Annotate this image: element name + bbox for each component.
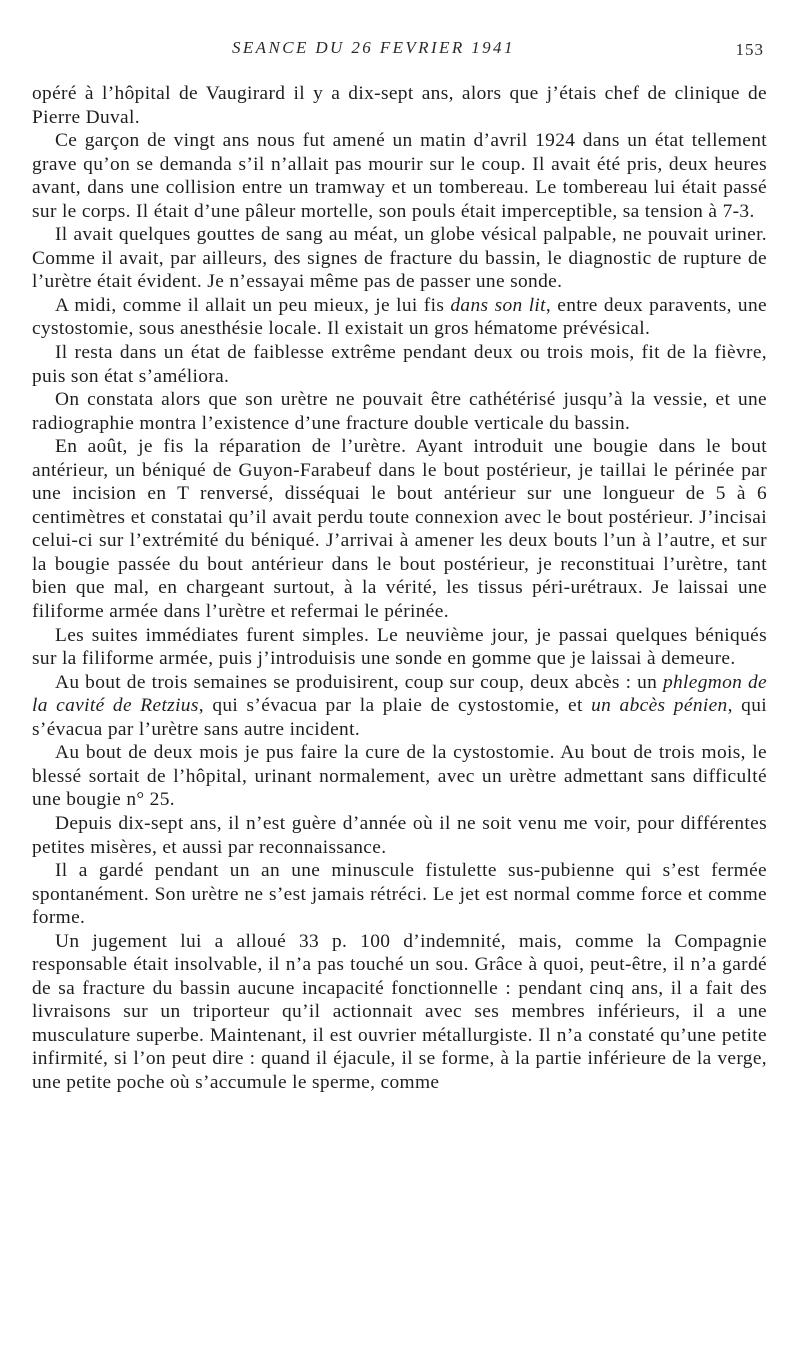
italic-phrase: un abcès pénien — [591, 695, 728, 717]
paragraph-recovery: Au bout de deux mois je pus faire la cure de la cystostomie. Au bout de trois mois, le blessé sortait de l’hôpital, urinant normalement, avec un urètre admettant sans difficulté une bougie n° 25. — [32, 742, 767, 811]
paragraph-cystostomy: A midi, comme il allait un peu mieux, je lui fis dans son lit, entre deux paravents, une cystostomie, sous anesthésie locale. Il existait un gros hématome prévésical. — [32, 294, 767, 340]
body-text — [32, 82, 767, 1095]
paragraph-weakness: Il resta dans un état de faiblesse extrême pendant deux ou trois mois, fit de la fièvre, puis son état s’améliora. — [32, 342, 767, 387]
paragraph-postoperative: Les suites immédiates furent simples. Le neuvième jour, je passai quelques béniqués sur la filiforme armée, puis j’introduisis une sonde en gomme que je laissai à demeure. — [32, 624, 767, 670]
paragraph-indemnity: Un jugement lui a alloué 33 p. 100 d’indemnité, mais, comme la Compagnie responsable était insolvable, il n’a pas touché un sou. Grâce à quoi, peut-être, il n’a gardé de sa fracture du bassin aucune incapacité fonctionnelle : pendant cinq ans, il a fait des livraisons sur un triporteur qu’il actionnait avec ses membres inférieurs, il a une musculature superbe. Maintenant, il est ouvrier métallurgiste. Il n’a constaté qu’une petite infirmité, si l’on peut dire : quand il éjacule, il se forme, à la partie inférieure de la verge, une petite poche où s’accumule le sperme, comme — [32, 930, 767, 1093]
page-header — [0, 38, 800, 62]
paragraph-radiography: On constata alors que son urètre ne pouvait être cathétérisé jusqu’à la vessie, et une radiographie montra l’existence d’une fracture double verticale du bassin. — [32, 389, 767, 434]
paragraph-urethra-repair: En août, je fis la réparation de l’urètre. Ayant introduit une bougie dans le bout antérieur, un béniqué de Guyon-Farabeuf dans le bout postérieur, je taillai le périnée par une incision en T renversé, disséquai le bout antérieur sur une longueur de 5 à 6 centimètres et constatai qu’il avait perdu toute connexion avec le bout postérieur. J’incisai celui-ci sur l’extrémité du béniqué. J’arrivai à amener les deux bouts l’un à l’autre, et sur la bougie passée du bout antérieur dans le bout postérieur, je reconstituai l’urètre, tant bien que mal, en chargeant surtout, à la vérité, les tissus péri-urétraux. Je laissai une filiforme armée dans l’urètre et refermai le périnée. — [32, 436, 767, 623]
paragraph-fistula: Il a gardé pendant un an une minuscule fistulette sus-pubienne qui s’est fermée spontanément. Son urètre ne s’est jamais rétréci. Le jet est normal comme force et comme forme. — [32, 860, 767, 929]
paragraph-admission: Ce garçon de vingt ans nous fut amené un matin d’avril 1924 dans un état tellement grave qu’on se demanda s’il n’allait pas mourir sur le coup. Il avait été pris, deux heures avant, dans une collision entre un tramway et un tombereau. Le tombereau lui était passé sur le corps. Il était d’une pâleur mortelle, son pouls était imperceptible, sa tension à 7-3. — [32, 130, 767, 222]
paragraph-abscesses: Au bout de trois semaines se produisirent, coup sur coup, deux abcès : un phlegmon de la cavité de Retzius, qui s’évacua par la plaie de cystostomie, et un abcès pénien, qui s’évacua par l’urètre sans autre incident. — [32, 671, 768, 740]
paragraph-continued: opéré à l’hôpital de Vaugirard il y a dix-sept ans, alors que j’étais chef de clinique de Pierre Duval. — [32, 83, 767, 128]
paragraph-diagnosis: Il avait quelques gouttes de sang au méat, un globe vésical palpable, ne pouvait uriner. Comme il avait, par ailleurs, des signes de fracture du bassin, le diagnostic de rupture de l’urètre était évident. Je n’essayai même pas de passer une sonde. — [32, 224, 767, 293]
paragraph-follow-up: Depuis dix-sept ans, il n’est guère d’année où il ne soit venu me voir, pour différentes petites misères, et aussi par reconnaissance. — [32, 812, 767, 858]
running-title: SEANCE DU 26 FEVRIER 1941 — [232, 38, 515, 57]
page-number: 153 — [735, 40, 764, 59]
italic-phrase: phlegmon de la cavité de Retzius — [32, 671, 767, 717]
italic-phrase: dans son lit — [450, 294, 546, 316]
